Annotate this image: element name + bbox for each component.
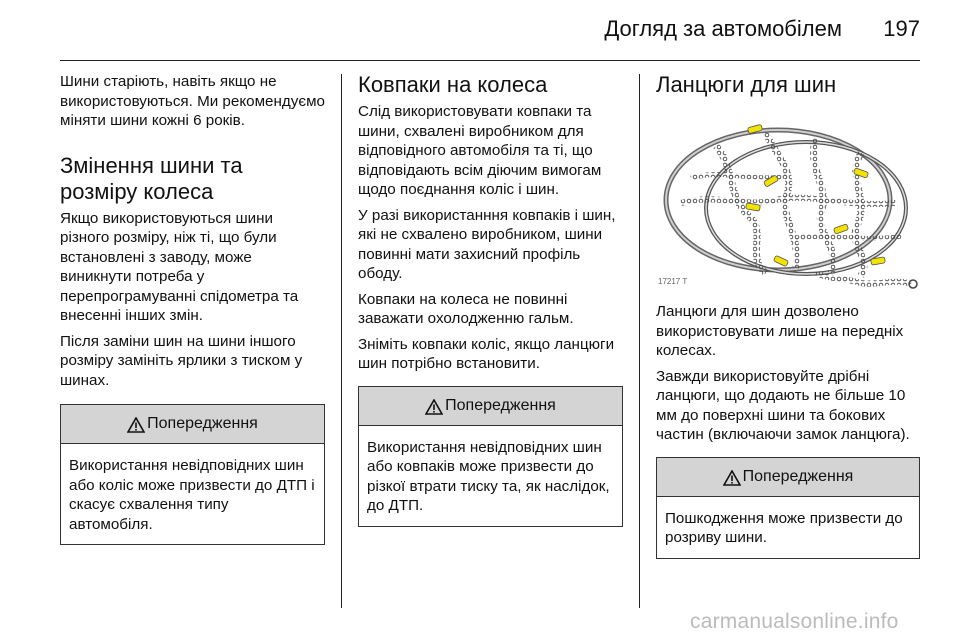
intro-paragraph: Шини старіють, навіть якщо не використовуються. Ми рекомендуємо міняти шини кожні 6 років.	[60, 73, 325, 129]
warning-box	[656, 457, 920, 559]
paragraph: У разі використанння ковпаків і шин, які не схвалено виробником, шини повинні мати захисний профіль ободу.	[358, 206, 616, 282]
warning-title: Попередження	[742, 467, 854, 485]
column-2	[358, 72, 623, 527]
warning-triangle-icon	[425, 399, 443, 415]
paragraph: Зніміть ковпаки коліс, якщо ланцюги шин потрібно встановити.	[358, 335, 615, 372]
section-title-snow-chains: Ланцюги для шин	[656, 72, 837, 97]
warning-body	[657, 497, 919, 558]
column-divider	[341, 74, 342, 608]
page-header	[60, 0, 920, 61]
warning-header	[657, 458, 919, 497]
paragraph: Після заміни шин на шини іншого розміру замініть ярлики з тиском у шинах.	[60, 332, 303, 389]
warning-text: Використання невідповідних шин або ковпаків може призвести до різкої втрати тиску та, як наслідок, до ДТП.	[367, 438, 610, 514]
snow-chain-illustration	[656, 108, 920, 290]
paragraph: Слід використовувати ковпаки та шини, схвалені виробником для відповідного автомобіля та ті, що відповідають всім діючим вимогам щодо поєднання коліс і шин.	[358, 103, 602, 198]
paragraph: Ланцюги для шин дозволено використовувати лише на передніх колесах.	[656, 303, 904, 359]
warning-box	[60, 404, 325, 545]
paragraph: Якщо використовуються шини різного розміру, ніж ті, що були встановлені з заводу, може виникнути потреба у перепрограмуванні спідометра та внесенні інших змін.	[60, 209, 299, 324]
section-title-wheel-covers: Ковпаки на колеса	[358, 72, 548, 97]
warning-triangle-icon	[723, 470, 741, 486]
figure-code: 17217 T	[658, 277, 688, 286]
watermark: carmanualsonline.info	[690, 610, 899, 633]
warning-body	[359, 426, 622, 526]
column-divider	[639, 74, 640, 608]
section-title-tire-change: Змінення шини та розміру колеса	[60, 152, 243, 204]
paragraph: Ковпаки на колеса не повинні заважати охолодженню гальм.	[358, 290, 574, 327]
warning-body	[61, 444, 324, 544]
header-title: Догляд за автомобілем	[604, 16, 842, 41]
warning-text: Пошкодження може призвести до розриву шини.	[665, 509, 903, 546]
warning-header	[359, 387, 622, 426]
warning-text: Використання невідповідних шин або коліс може призвести до ДТП і скасує схвалення типу автомобіля.	[69, 457, 315, 533]
page-number: 197	[883, 16, 920, 41]
snow-chain-drawing	[656, 108, 920, 290]
warning-title: Попередження	[147, 415, 258, 432]
warning-header	[61, 405, 324, 444]
warning-title: Попередження	[445, 396, 556, 414]
column-1	[60, 72, 325, 545]
warning-triangle-icon	[127, 417, 145, 433]
column-3	[656, 72, 920, 559]
warning-box	[358, 386, 623, 527]
paragraph: Завжди використовуйте дрібні ланцюги, що додають не більше 10 мм до поверхні шини та бокових частин (включаючи замок ланцюга).	[656, 367, 910, 443]
